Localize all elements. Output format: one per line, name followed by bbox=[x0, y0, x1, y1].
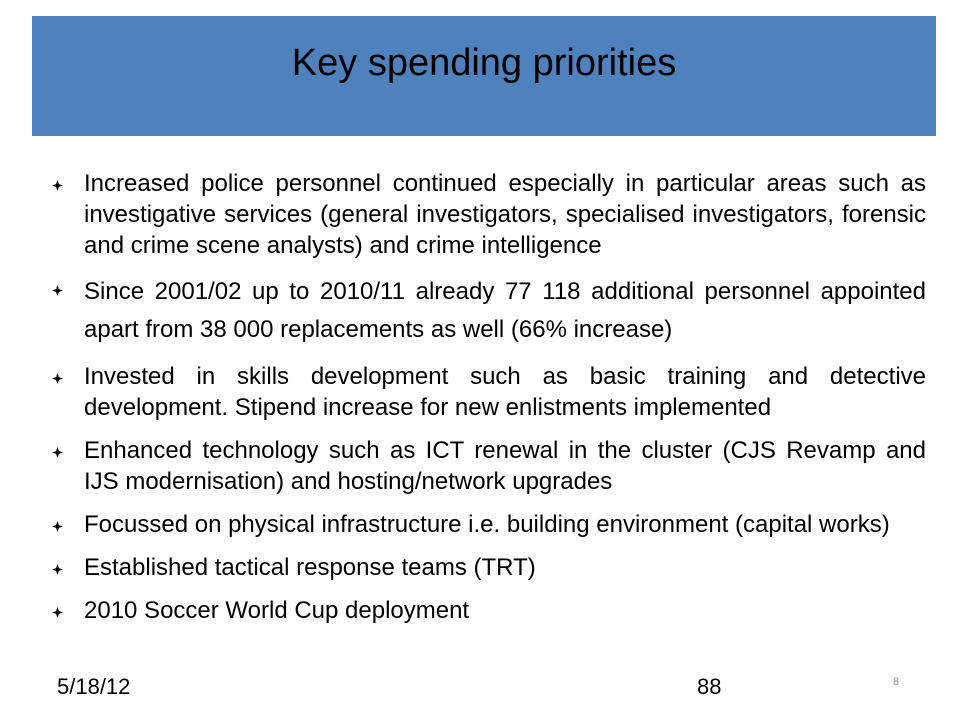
bullet-text: 2010 Soccer World Cup deployment bbox=[84, 597, 470, 624]
bullet-text: Invested in skills development such as basic training and detective development. Stipend increase for new enlistments implemented bbox=[84, 363, 926, 421]
bullet-item bbox=[50, 595, 926, 626]
bullet-list bbox=[50, 168, 926, 638]
footer-number: 88 bbox=[697, 674, 722, 699]
bullet-item bbox=[50, 361, 926, 423]
bullet-text: Since 2001/02 up to 2010/11 already 77 118 additional personnel appointed apart from 38 000 replacements as well (66% increase) bbox=[84, 278, 926, 343]
bullet-item bbox=[50, 509, 926, 540]
diamond-bullet-icon bbox=[52, 607, 63, 618]
bullet-text: Established tactical response teams (TRT) bbox=[84, 554, 536, 581]
bullet-item bbox=[50, 168, 926, 261]
diamond-bullet-icon bbox=[52, 447, 63, 458]
slide-number: 8 bbox=[893, 676, 900, 688]
bullet-item bbox=[50, 273, 926, 349]
bullet-text: Focussed on physical infrastructure i.e. building environment (capital works) bbox=[84, 511, 890, 538]
slide-title: Key spending priorities bbox=[291, 42, 677, 84]
diamond-bullet-icon bbox=[52, 564, 63, 575]
bullet-item bbox=[50, 435, 926, 497]
bullet-item bbox=[50, 552, 926, 583]
bullet-text: Increased police personnel continued especially in particular areas such as investigative services (general investigators, specialised investigators, forensic and crime scene analysts) and crime intelligence bbox=[84, 170, 926, 259]
diamond-bullet-icon bbox=[52, 521, 63, 532]
bullet-text: Enhanced technology such as ICT renewal in the cluster (CJS Revamp and IJS modernisation) and hosting/network upgrades bbox=[84, 437, 926, 495]
diamond-bullet-icon bbox=[52, 180, 63, 191]
diamond-bullet-icon bbox=[52, 285, 63, 296]
diamond-bullet-icon bbox=[52, 373, 63, 384]
footer-date: 5/18/12 bbox=[57, 674, 131, 699]
title-bar bbox=[32, 16, 936, 136]
